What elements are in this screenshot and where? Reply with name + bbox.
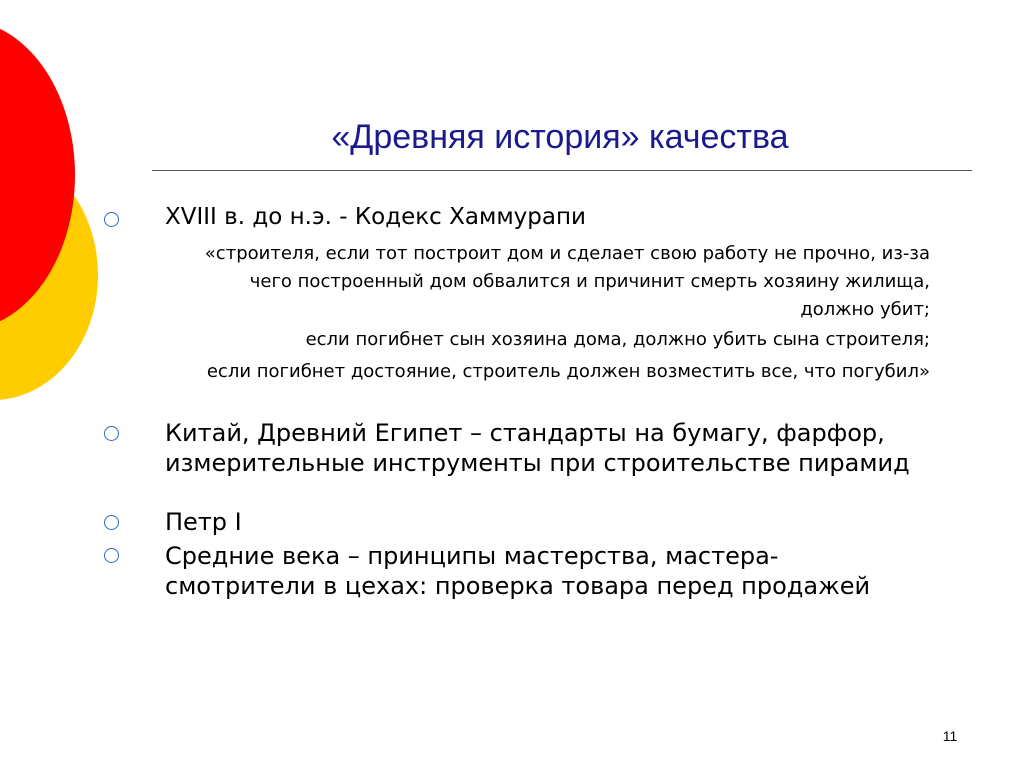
title-divider [152, 170, 972, 171]
quote-line-property: если погибнет достояние, строитель должен возместить все, что погубил» [206, 361, 930, 382]
bullet-icon [104, 548, 119, 563]
page-number: 11 [942, 728, 958, 744]
list-item-china-egypt: Китай, Древний Египет – стандарты на бумагу, фарфор, измерительные инструменты при строительстве пирамид [165, 419, 910, 477]
bullet-icon [104, 426, 119, 441]
bullet-icon [104, 212, 119, 227]
quote-line-builder: «строителя, если тот построит дом и сделает свою работу не прочно, из-за чего построенный дом обвалится и причинит смерть хозяину жилища, должно убит; [204, 243, 930, 320]
quote-line-son: если погибнет сын хозяина дома, должно убить сына строителя; [305, 329, 930, 350]
bullet-icon [104, 515, 119, 530]
list-item-peter: Петр I [165, 508, 242, 536]
list-item-middle-ages: Средние века – принципы мастерства, мастера-смотрители в цехах: проверка товара перед продажей [165, 542, 871, 600]
list-item-hammurabi: XVIII в. до н.э. - Кодекс Хаммурапи [165, 204, 586, 230]
slide-title: «Древняя история» качества [331, 118, 789, 156]
